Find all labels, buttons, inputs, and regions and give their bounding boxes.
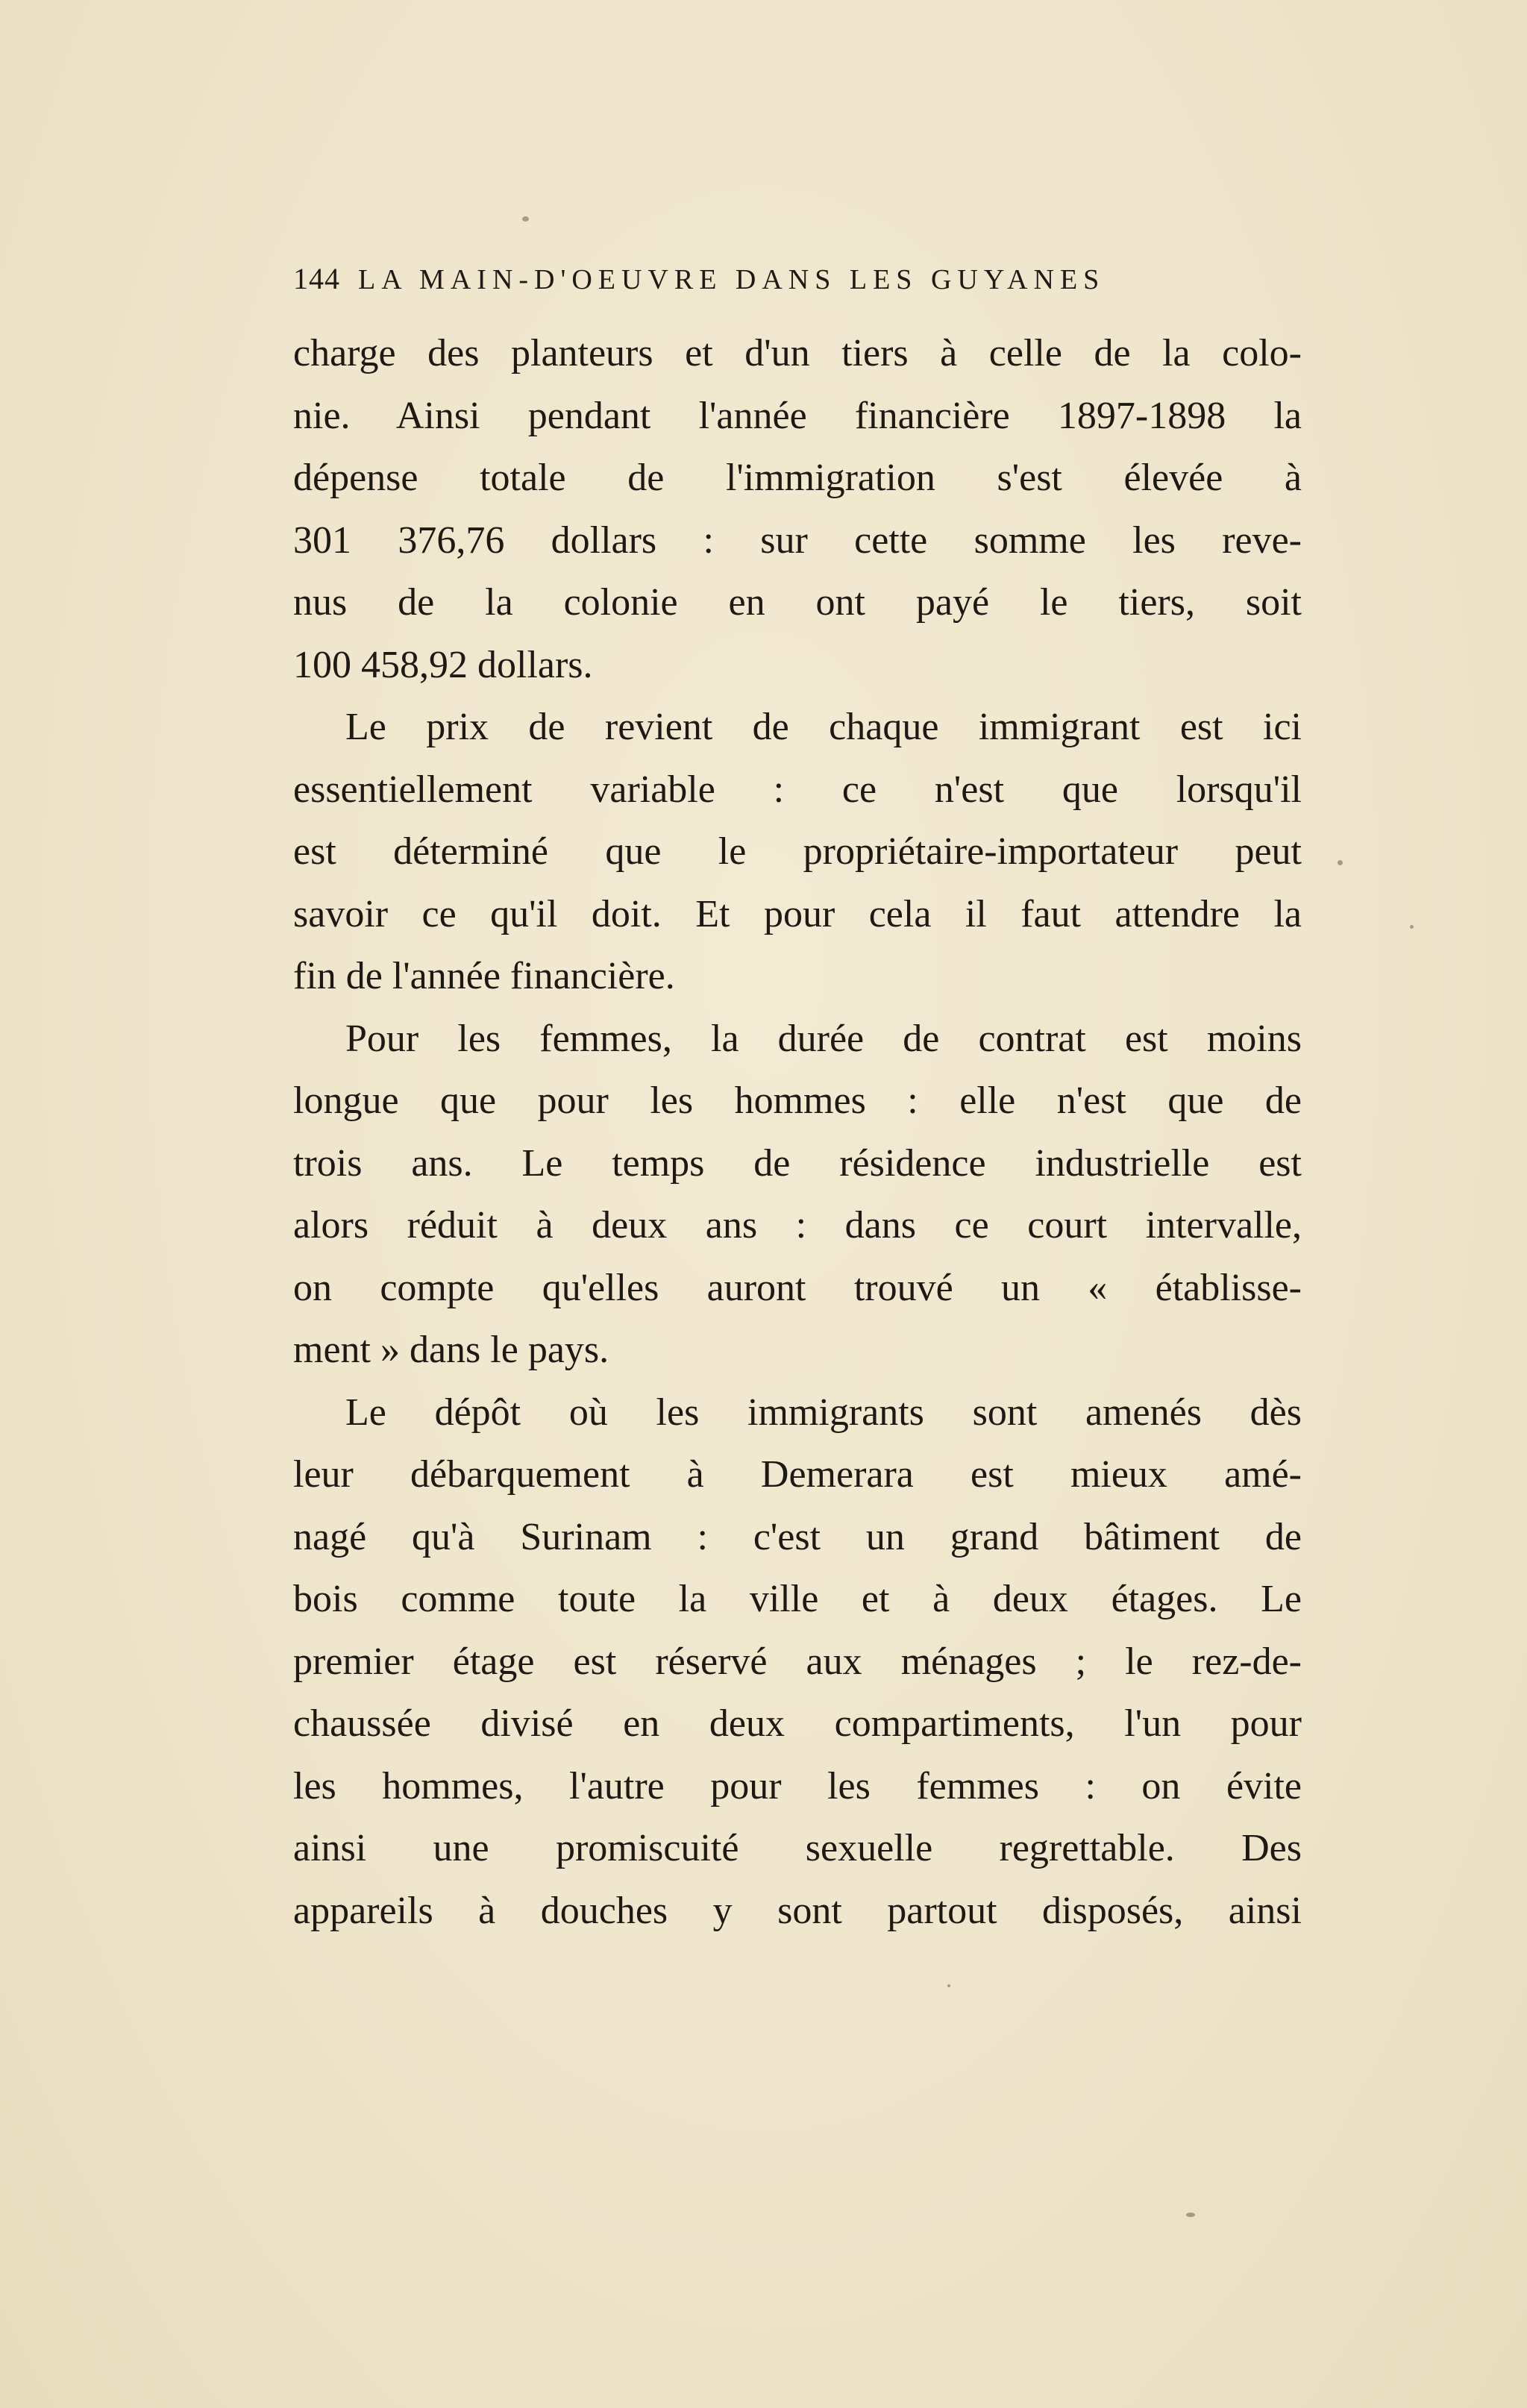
body-text [293, 322, 1302, 1942]
text-line: les hommes, l'autre pour les femmes : on évite [293, 1764, 1302, 1807]
page-number: 144 [293, 262, 340, 295]
page-header [293, 261, 1279, 306]
text-line: dépense totale de l'immigration s'est élevée à [293, 457, 1302, 499]
text-line: on compte qu'elles auront trouvé un « établisse- [293, 1266, 1302, 1309]
ink-speck [947, 1984, 950, 1987]
text-line: trois ans. Le temps de résidence industrielle est [293, 1141, 1302, 1185]
text-line: nagé qu'à Surinam : c'est un grand bâtiment de [293, 1515, 1302, 1558]
text-line: 100 458,92 dollars. [293, 643, 593, 686]
ink-speck [1338, 860, 1343, 865]
text-line: nus de la colonie en ont payé le tiers, soit [293, 581, 1302, 624]
ink-speck [1186, 2213, 1195, 2217]
text-line: charge des planteurs et d'un tiers à celle de la colo- [293, 332, 1302, 374]
text-line: leur débarquement à Demerara est mieux amé- [293, 1453, 1302, 1496]
text-line: essentiellement variable : ce n'est que lorsqu'il [293, 768, 1302, 811]
running-head: LA MAIN-D'OEUVRE DANS LES GUYANES [358, 264, 1106, 295]
paragraph [293, 696, 1302, 1008]
paragraph [293, 1382, 1302, 1943]
text-line: ment » dans le pays. [293, 1329, 609, 1371]
paragraph [293, 322, 1302, 696]
text-line: Le dépôt où les immigrants sont amenés dès [345, 1390, 1302, 1434]
text-line: premier étage est réservé aux ménages ; le rez-de- [293, 1640, 1302, 1683]
text-line: savoir ce qu'il doit. Et pour cela il faut attendre la [293, 892, 1302, 935]
text-line: alors réduit à deux ans : dans ce court intervalle, [293, 1204, 1302, 1247]
ink-speck [1410, 925, 1414, 929]
text-line: appareils à douches y sont partout disposés, ainsi [293, 1889, 1302, 1932]
text-line: 301 376,76 dollars : sur cette somme les reve- [293, 518, 1302, 562]
text-line: ainsi une promiscuité sexuelle regrettable. Des [293, 1827, 1302, 1869]
text-line: chaussée divisé en deux compartiments, l'un pour [293, 1702, 1302, 1745]
text-line: fin de l'année financière. [293, 955, 675, 997]
text-line: Le prix de revient de chaque immigrant est ici [345, 706, 1302, 748]
text-line: nie. Ainsi pendant l'année financière 1897-1898 la [293, 394, 1302, 437]
ink-speck [522, 216, 529, 222]
text-line: est déterminé que le propriétaire-importateur peut [293, 830, 1302, 873]
text-line: Pour les femmes, la durée de contrat est moins [345, 1017, 1302, 1060]
text-line: longue que pour les hommes : elle n'est que de [293, 1079, 1302, 1122]
text-line: bois comme toute la ville et à deux étages. Le [293, 1578, 1302, 1620]
paragraph [293, 1008, 1302, 1382]
